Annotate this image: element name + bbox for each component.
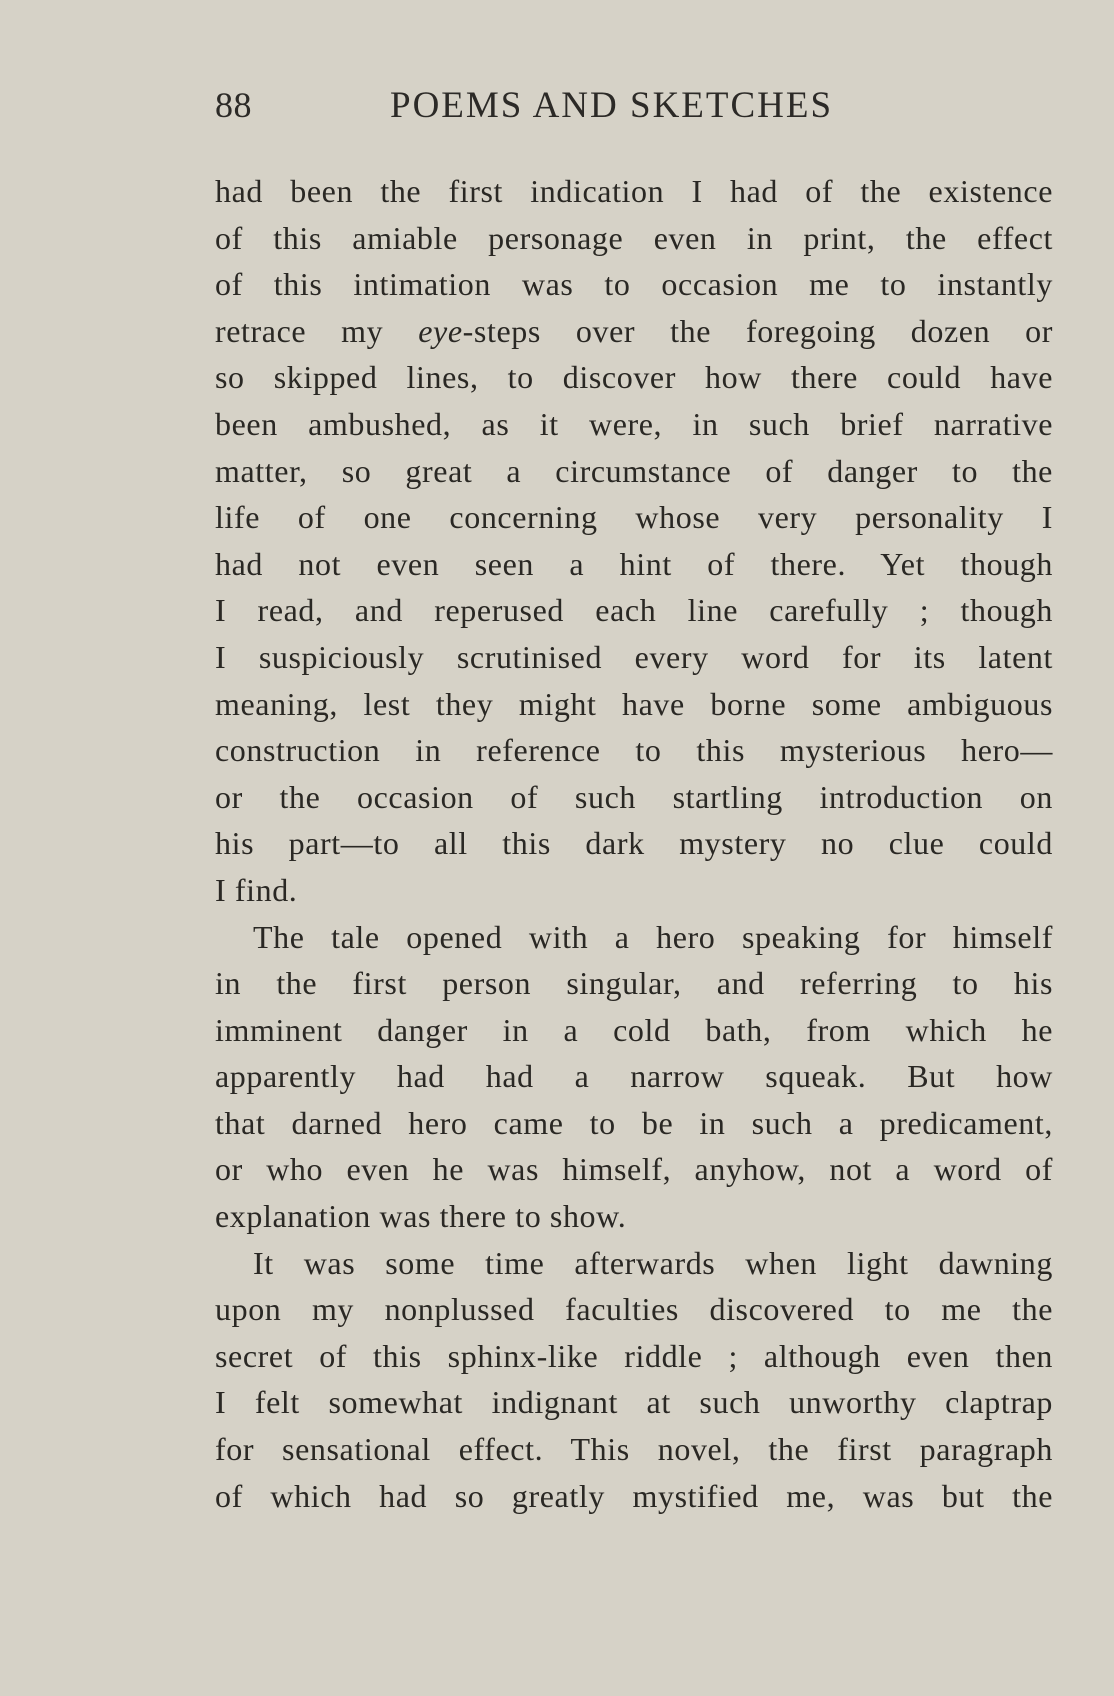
text-line: meaning, lest they might have borne some ambiguous [215,685,1053,722]
text-line: of this intimation was to occasion me to instantly [215,266,1053,303]
text-line: upon my nonplussed faculties discovered to me the [215,1291,1053,1328]
text-line: I read, and reperused each line carefully ; though [215,592,1053,629]
body-text [215,168,1053,1519]
text-line: had been the first indication I had of the existence [215,173,1053,209]
page-header [215,84,1053,144]
text-line: imminent danger in a cold bath, from which he [215,1011,1053,1048]
text-line: for sensational effect. This novel, the first paragraph [215,1431,1053,1468]
text-line: construction in reference to this mysterious hero— [215,732,1053,769]
text-line: life of one concerning whose very personality I [215,499,1053,536]
text-line: so skipped lines, to discover how there could have [215,359,1053,396]
paragraph [215,1240,1053,1520]
text-segment: retrace my [215,312,419,349]
paragraph [215,914,1053,1240]
text-line: explanation was there to show. [215,1198,627,1235]
text-line: I felt somewhat indignant at such unworthy claptrap [215,1384,1053,1421]
text-line: I find. [215,871,298,908]
paragraph [215,168,1053,914]
text-line: been ambushed, as it were, in such brief narrative [215,405,1053,442]
text-line: It was some time afterwards when light dawning [253,1244,1053,1281]
text-line: in the first person singular, and referring to his [215,965,1053,1002]
text-line: matter, so great a circumstance of danger to the [215,452,1053,489]
text-line: or the occasion of such startling introduction on [215,778,1053,815]
text-segment: -steps over the foregoing dozen or [462,312,1053,349]
italic-text: eye [418,312,463,349]
text-line: secret of this sphinx-like riddle ; although even then [215,1337,1053,1374]
text-line: of this amiable personage even in print, the effect [215,219,1053,256]
text-line: had not even seen a hint of there. Yet though [215,545,1053,582]
text-line: or who even he was himself, anyhow, not a word of [215,1151,1053,1188]
text-line [215,308,1053,355]
text-line: his part—to all this dark mystery no clue could [215,825,1053,862]
text-line: apparently had had a narrow squeak. But how [215,1058,1053,1095]
text-line: I suspiciously scrutinised every word for its latent [215,638,1053,675]
page-number: 88 [215,85,252,125]
running-title: POEMS AND SKETCHES [390,85,834,126]
text-line: of which had so greatly mystified me, was but the [215,1477,1053,1514]
text-line: The tale opened with a hero speaking for himself [253,918,1053,955]
text-line: that darned hero came to be in such a predicament, [215,1104,1053,1141]
